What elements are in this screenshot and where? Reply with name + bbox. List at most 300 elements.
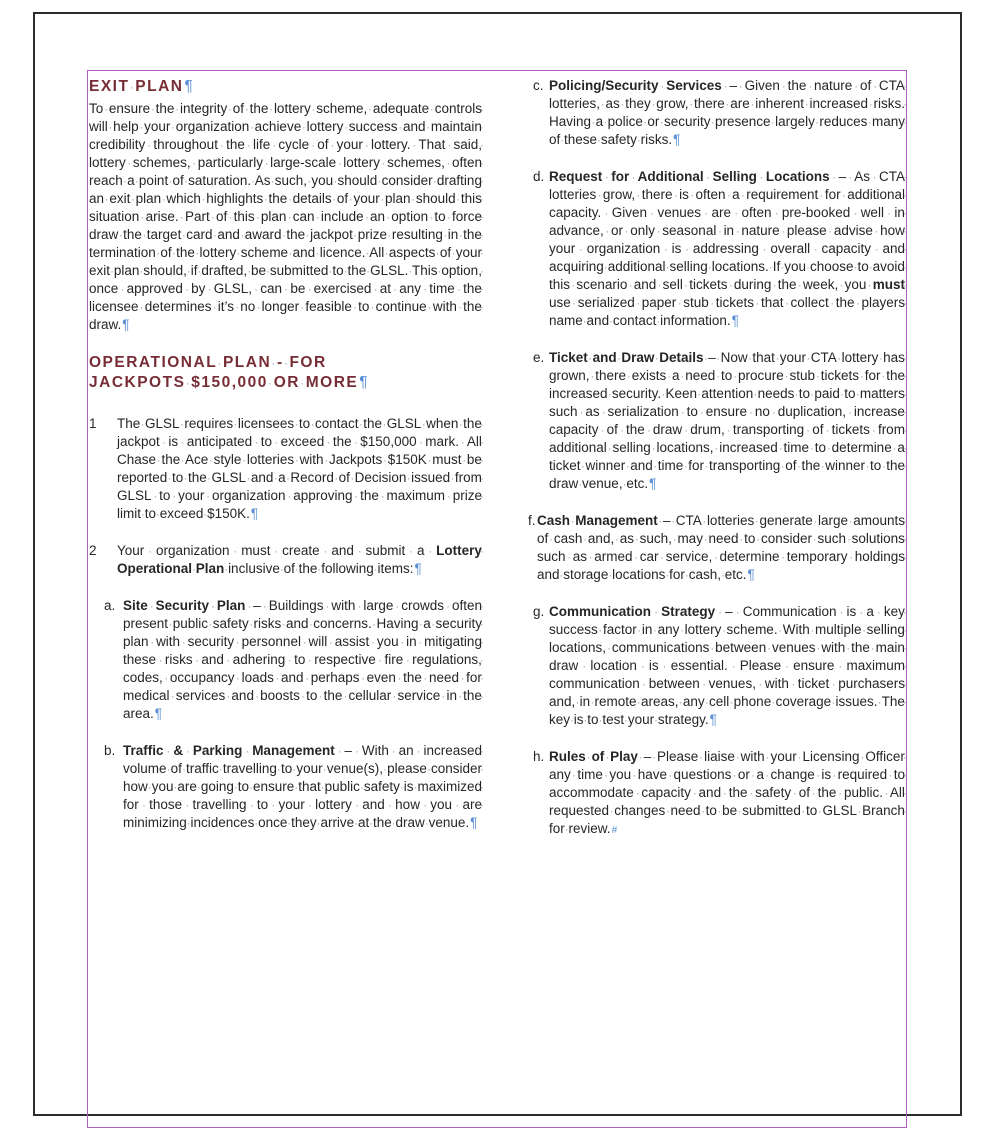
space-mark — [754, 513, 759, 528]
space-mark — [709, 295, 716, 310]
space-mark — [578, 404, 586, 419]
space-mark — [816, 640, 822, 655]
bold-run: Cash· Management — [537, 513, 658, 528]
space-mark — [838, 277, 844, 292]
space-mark — [637, 694, 641, 709]
space-mark — [715, 604, 725, 619]
space-mark — [700, 676, 709, 691]
space-mark — [620, 96, 625, 111]
space-mark — [354, 543, 366, 558]
space-mark — [571, 295, 578, 310]
space-mark — [846, 404, 854, 419]
space-mark — [142, 227, 147, 242]
space-mark — [458, 227, 463, 242]
space-mark — [702, 513, 707, 528]
space-mark — [139, 119, 144, 134]
space-mark — [587, 549, 594, 564]
list-item — [528, 168, 905, 330]
space-mark — [410, 137, 418, 152]
space-mark — [683, 277, 689, 292]
space-mark — [382, 452, 387, 467]
text-run: · –· Communication· is· a· key success· factor· in· any· lottery· scheme.· With· multiple· selling locations,· communications· between· venues· with· the· main draw· location· is· essential.· Please· ensure· maximum communication· between· venues,· with· ticket· purchasers and,· in· remote· areas,· any· cell· phone· coverage· issues.· The key· is· to· test· your· strategy. — [549, 604, 905, 727]
space-mark — [716, 223, 723, 238]
space-mark — [371, 281, 379, 296]
space-mark — [294, 452, 299, 467]
space-mark — [389, 743, 399, 758]
space-mark — [780, 223, 787, 238]
space-mark — [600, 404, 608, 419]
space-mark — [419, 616, 424, 631]
list-marker: 2 — [89, 543, 97, 558]
space-mark — [335, 743, 345, 758]
space-mark — [623, 476, 627, 491]
space-mark — [376, 652, 385, 667]
space-mark — [268, 797, 278, 812]
space-mark — [852, 78, 860, 93]
space-mark — [247, 263, 251, 278]
text-run: · –· Please· liaise· with· your· Licensing· Officer any· time· you· have· questions· or· a· change· is· required· to accommodate· capacity· and· the· safety· of· the· public.· All requested· changes· need· to· be· submitted· to· GLSL· Branch for· review. — [549, 749, 905, 836]
space-mark — [771, 114, 776, 129]
space-mark — [369, 815, 373, 830]
space-mark — [731, 205, 741, 220]
space-mark — [148, 598, 156, 613]
space-mark — [834, 658, 846, 673]
space-mark — [810, 785, 818, 800]
space-mark — [775, 350, 780, 365]
space-mark — [191, 155, 198, 170]
space-mark — [384, 245, 389, 260]
section-heading — [89, 77, 482, 97]
space-mark — [379, 488, 387, 503]
space-mark — [421, 281, 429, 296]
space-mark — [317, 815, 321, 830]
space-mark — [861, 622, 866, 637]
right-column — [528, 77, 905, 859]
space-mark — [682, 422, 690, 437]
space-mark — [130, 191, 135, 206]
space-mark — [164, 743, 174, 758]
space-mark — [771, 277, 777, 292]
space-mark — [399, 634, 407, 649]
space-mark — [548, 531, 554, 546]
space-mark — [284, 354, 290, 371]
space-mark — [192, 561, 196, 576]
space-mark — [806, 78, 814, 93]
space-mark — [627, 277, 633, 292]
space-mark — [717, 803, 722, 818]
space-mark — [350, 470, 355, 485]
bold-run: Communication· Strategy — [549, 604, 715, 619]
space-mark — [170, 119, 175, 134]
space-mark — [817, 803, 822, 818]
space-mark — [614, 531, 620, 546]
space-mark — [183, 281, 191, 296]
space-mark — [305, 652, 314, 667]
space-mark — [708, 259, 712, 274]
space-mark — [685, 567, 689, 582]
space-mark — [123, 173, 127, 188]
space-mark — [334, 470, 339, 485]
bold-run: Site· Security· Plan — [123, 598, 245, 613]
space-mark — [135, 173, 139, 188]
space-mark — [170, 688, 176, 703]
space-mark — [311, 101, 317, 116]
space-mark — [352, 434, 361, 449]
space-mark — [624, 712, 628, 727]
space-mark — [757, 169, 766, 184]
space-mark — [282, 281, 290, 296]
space-mark — [380, 155, 387, 170]
space-mark — [173, 779, 177, 794]
space-mark — [414, 779, 418, 794]
space-mark — [623, 223, 630, 238]
space-mark — [701, 205, 711, 220]
space-mark — [324, 434, 333, 449]
space-mark — [321, 779, 325, 794]
space-mark — [281, 616, 286, 631]
space-mark — [365, 245, 369, 260]
space-mark — [104, 191, 109, 206]
space-mark — [187, 815, 191, 830]
space-mark — [868, 96, 873, 111]
space-mark — [425, 119, 430, 134]
space-mark — [268, 374, 274, 391]
bold-run: Traffic· &· Parking· Management — [123, 743, 335, 758]
space-mark — [780, 458, 785, 473]
space-mark — [391, 688, 397, 703]
space-mark — [230, 543, 242, 558]
space-mark — [139, 299, 145, 314]
space-mark — [725, 422, 733, 437]
space-mark — [714, 440, 720, 455]
space-mark — [181, 227, 186, 242]
list-marker: a. — [104, 598, 116, 613]
space-mark — [450, 470, 455, 485]
space-mark — [661, 386, 665, 401]
space-mark — [666, 259, 670, 274]
space-mark — [784, 368, 790, 383]
space-mark — [815, 368, 821, 383]
space-mark — [633, 549, 640, 564]
space-mark — [126, 155, 133, 170]
space-mark — [287, 191, 292, 206]
space-mark — [249, 779, 253, 794]
space-mark — [249, 616, 254, 631]
text-run: JACKPOTS· $150,000· OR· MORE — [89, 374, 358, 391]
document-page — [33, 12, 962, 1116]
space-mark — [887, 767, 894, 782]
space-mark — [653, 458, 658, 473]
space-mark — [244, 101, 250, 116]
space-mark — [722, 78, 730, 93]
space-mark — [354, 815, 358, 830]
space-mark — [827, 223, 834, 238]
space-mark — [304, 670, 311, 685]
space-mark — [383, 761, 387, 776]
space-mark — [570, 513, 575, 528]
space-mark — [866, 277, 872, 292]
space-mark — [234, 670, 241, 685]
space-mark — [789, 676, 798, 691]
space-mark — [210, 209, 216, 224]
space-mark — [659, 658, 671, 673]
space-mark — [725, 96, 730, 111]
space-mark — [234, 779, 238, 794]
space-mark — [626, 368, 632, 383]
space-mark — [212, 227, 217, 242]
space-mark — [820, 458, 825, 473]
space-mark — [726, 187, 733, 202]
space-mark — [656, 313, 660, 328]
space-mark — [855, 295, 862, 310]
space-mark — [704, 458, 709, 473]
space-mark — [676, 295, 683, 310]
space-mark — [367, 101, 373, 116]
space-mark — [300, 688, 306, 703]
space-mark — [268, 101, 274, 116]
space-mark — [168, 616, 173, 631]
space-mark — [393, 598, 401, 613]
space-mark — [837, 350, 842, 365]
space-mark — [391, 281, 399, 296]
space-mark — [295, 561, 299, 576]
space-mark — [429, 101, 435, 116]
text-run: · –· As· CTA lotteries· grow,· there· is· often· a· requirement· for· additional capacity.· Given· venues· are· often· pre-booked· well· in advance,· or· only· seasonal· in· nature· please· advise· how your· organization· is· addressing· overall· capacity· and acquiring· additional· selling· locations.· If· you· choose· to· avoid this· scenario· and· sell· tickets· during· the· week,· you· — [549, 169, 905, 292]
space-mark — [168, 173, 172, 188]
space-mark — [180, 452, 185, 467]
space-mark — [678, 694, 682, 709]
space-mark — [234, 299, 240, 314]
space-mark — [643, 114, 648, 129]
space-mark — [578, 476, 582, 491]
space-mark — [208, 452, 213, 467]
space-mark — [145, 137, 153, 152]
space-mark — [255, 209, 261, 224]
space-mark — [590, 368, 596, 383]
space-mark — [156, 652, 165, 667]
list-marker: b. — [104, 743, 116, 758]
space-mark — [301, 119, 306, 134]
space-mark — [629, 169, 637, 184]
space-mark — [703, 531, 709, 546]
space-mark — [294, 416, 299, 431]
space-mark — [754, 295, 761, 310]
space-mark — [400, 779, 404, 794]
space-mark — [750, 767, 757, 782]
space-mark — [797, 277, 803, 292]
space-mark — [305, 797, 315, 812]
text-run: The· GLSL· requires· licensees· to· contact· the· GLSL· when· the jackpot· is· anticipated· to· exceed· the· $150,000· mark.· All Chase· the· Ace· style· lotteries· with· Jackpots· $150K· must· be reported· to· the· GLSL· and· a· Record· of· Decision· issued· from GLSL· to· your· organization· approving· the· maximum· prize limit· to· exceed· $150K. — [117, 416, 482, 521]
space-mark — [804, 422, 812, 437]
space-mark — [424, 543, 436, 558]
space-mark — [831, 694, 835, 709]
space-mark — [667, 767, 674, 782]
space-mark — [735, 749, 741, 764]
space-mark — [344, 263, 348, 278]
space-mark — [830, 169, 839, 184]
space-mark — [327, 634, 335, 649]
space-mark — [637, 132, 641, 147]
space-mark — [272, 434, 281, 449]
space-mark — [566, 549, 573, 564]
space-mark — [427, 299, 433, 314]
space-mark — [452, 797, 462, 812]
space-mark — [581, 458, 586, 473]
space-mark — [110, 263, 114, 278]
space-mark — [608, 386, 612, 401]
space-mark — [217, 354, 223, 371]
space-mark — [227, 209, 233, 224]
space-mark — [804, 96, 809, 111]
space-mark — [270, 543, 282, 558]
space-mark — [149, 634, 157, 649]
space-mark — [320, 543, 332, 558]
text-run: · –· Given· the· nature· of· CTA lotteries,· as· they· grow,· there· are· inherent· increased· risks. Having· a· police· or· security· presence· largely· reduces· many of· these· safety· risks. — [549, 78, 905, 147]
space-mark — [360, 670, 367, 685]
space-mark — [172, 245, 177, 260]
space-mark — [698, 404, 706, 419]
space-mark — [224, 652, 233, 667]
space-mark — [369, 634, 377, 649]
space-mark — [583, 313, 587, 328]
text-run: OPERATIONAL· PLAN· -· FOR — [89, 354, 327, 371]
space-mark — [343, 119, 348, 134]
space-mark — [778, 622, 783, 637]
space-mark — [597, 132, 601, 147]
space-mark — [794, 386, 798, 401]
space-mark — [810, 241, 821, 256]
space-mark — [737, 78, 745, 93]
space-mark — [869, 259, 873, 274]
space-mark — [414, 743, 424, 758]
space-mark — [617, 350, 622, 365]
space-mark — [729, 694, 733, 709]
space-mark — [813, 513, 818, 528]
space-mark — [679, 622, 684, 637]
space-mark — [791, 785, 799, 800]
space-mark — [747, 404, 755, 419]
space-mark — [195, 245, 200, 260]
space-mark — [873, 223, 880, 238]
space-mark — [704, 169, 713, 184]
space-mark — [457, 688, 463, 703]
space-mark — [731, 767, 738, 782]
space-mark — [332, 191, 337, 206]
space-mark — [602, 169, 611, 184]
list-marker: h. — [533, 749, 545, 764]
left-column — [89, 77, 482, 851]
space-mark — [591, 114, 596, 129]
space-mark — [672, 531, 678, 546]
space-mark — [812, 531, 818, 546]
space-mark — [270, 137, 278, 152]
space-mark — [841, 187, 848, 202]
space-mark — [565, 821, 569, 836]
space-mark — [780, 259, 784, 274]
space-mark — [405, 543, 417, 558]
list-marker: 1 — [89, 416, 97, 431]
space-mark — [578, 658, 590, 673]
space-mark — [588, 350, 593, 365]
space-mark — [658, 549, 665, 564]
space-mark — [658, 513, 663, 528]
space-mark — [732, 368, 738, 383]
space-mark — [445, 488, 453, 503]
space-mark — [755, 531, 761, 546]
space-mark — [652, 622, 657, 637]
space-mark — [635, 295, 642, 310]
space-mark — [456, 191, 461, 206]
space-mark — [363, 137, 371, 152]
space-mark — [859, 368, 865, 383]
space-mark — [403, 652, 412, 667]
space-mark — [681, 241, 692, 256]
space-mark — [374, 561, 378, 576]
space-mark — [385, 797, 395, 812]
space-mark — [286, 470, 291, 485]
space-mark — [156, 245, 161, 260]
space-mark — [603, 767, 610, 782]
space-mark — [292, 761, 296, 776]
space-mark — [734, 223, 741, 238]
space-mark — [880, 368, 886, 383]
space-mark — [871, 241, 882, 256]
bold-run: Policing/Security· Services — [549, 78, 722, 93]
space-mark — [204, 488, 212, 503]
space-mark — [317, 688, 323, 703]
space-mark — [656, 277, 662, 292]
space-mark — [680, 368, 686, 383]
space-mark — [245, 137, 253, 152]
space-mark — [715, 368, 721, 383]
space-mark — [837, 604, 847, 619]
space-mark — [286, 488, 294, 503]
space-mark — [570, 712, 574, 727]
space-mark — [809, 440, 815, 455]
space-mark — [382, 416, 387, 431]
space-mark — [645, 422, 653, 437]
space-mark — [385, 209, 391, 224]
space-mark — [247, 797, 257, 812]
space-mark — [806, 350, 811, 365]
space-mark — [740, 187, 747, 202]
space-mark — [829, 676, 838, 691]
list-item — [528, 77, 905, 149]
space-mark — [315, 209, 321, 224]
space-mark — [178, 434, 187, 449]
space-mark — [271, 354, 277, 371]
space-mark — [831, 767, 838, 782]
list-item — [528, 748, 905, 840]
space-mark — [721, 785, 729, 800]
space-mark — [246, 470, 251, 485]
space-mark — [666, 368, 672, 383]
space-mark — [881, 458, 886, 473]
space-mark — [241, 452, 246, 467]
space-mark — [697, 386, 701, 401]
space-mark — [815, 767, 822, 782]
space-mark — [850, 205, 860, 220]
space-mark — [183, 743, 193, 758]
list-marker: g. — [533, 604, 545, 619]
bold-run: Request· for· Additional· Selling· Locations — [549, 169, 830, 184]
space-mark — [352, 299, 358, 314]
space-mark — [571, 767, 578, 782]
space-mark — [750, 96, 755, 111]
space-mark — [398, 119, 403, 134]
space-mark — [197, 263, 201, 278]
pilcrow-mark: ¶ — [250, 506, 259, 521]
